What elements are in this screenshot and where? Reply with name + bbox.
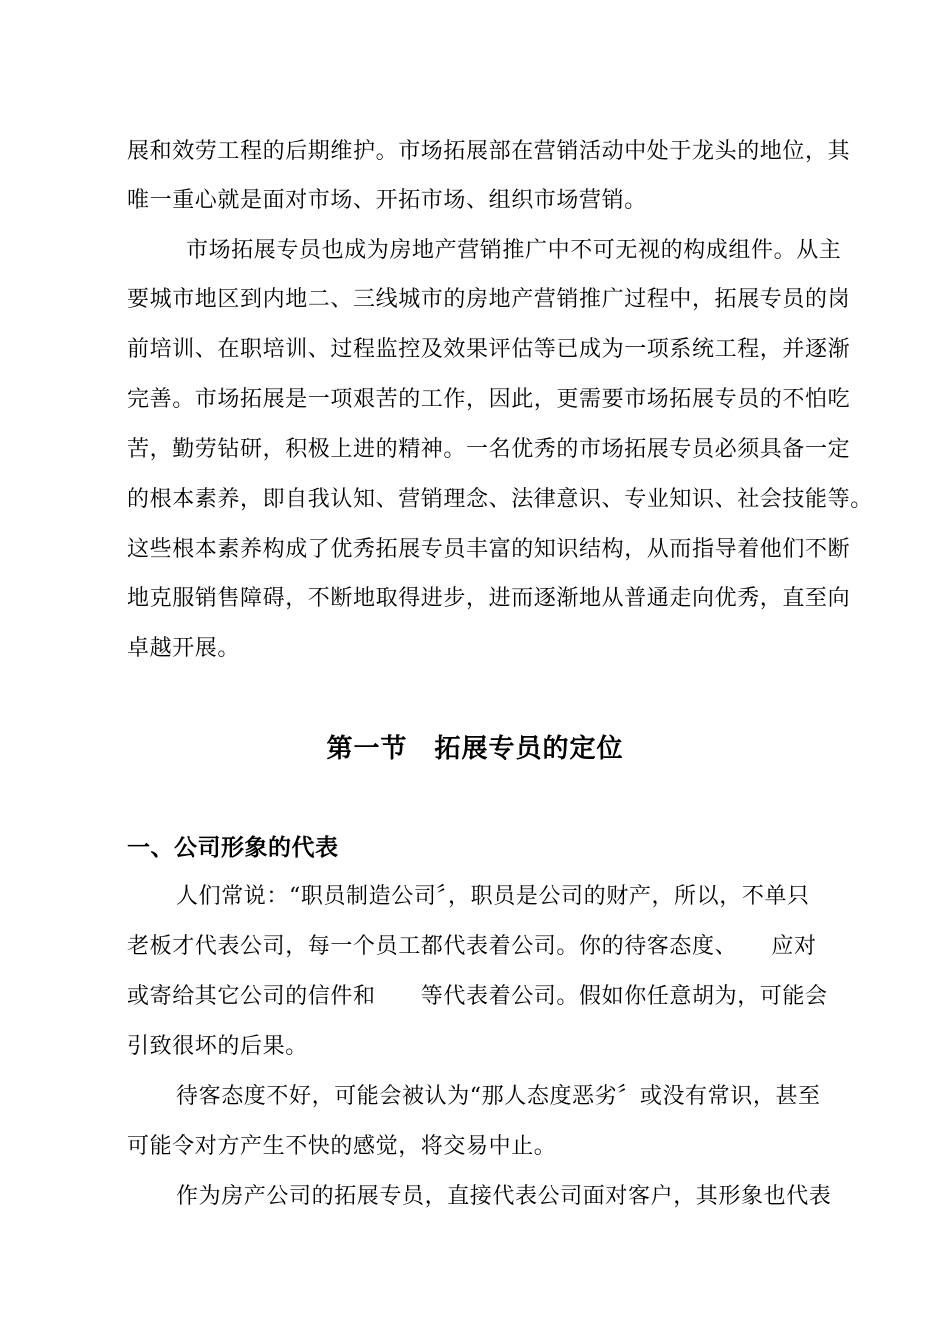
subsection-heading: 一、公司形象的代表 xyxy=(127,835,339,861)
paragraph-role-line-6: 的根本素养，即自我认知、营销理念、法律意识、专业知识、社会技能等。 xyxy=(127,487,873,512)
paragraph-role-line-2: 要城市地区到内地二、三线城市的房地产营销推广过程中，拓展专员的岗 xyxy=(127,287,851,312)
paragraph-staff-line-1: 人们常说：“职员制造公司〞，职员是公司的财产，所以，不单只 xyxy=(176,884,810,909)
paragraph-attitude-line-1: 待客态度不好，可能会被认为“那人态度恶劣〞或没有常识，甚至 xyxy=(176,1084,821,1109)
section-heading: 第一节 拓展专员的定位 xyxy=(326,734,624,764)
paragraph-staff-line-2: 老板才代表公司，每一个员工都代表着公司。你的待客态度、 应对 xyxy=(127,934,817,959)
paragraph-role-line-7: 这些根本素养构成了优秀拓展专员丰富的知识结构，从而指导着他们不断 xyxy=(127,537,851,562)
paragraph-intro-line-1: 展和效劳工程的后期维护。市场拓展部在营销活动中处于龙头的地位，其 xyxy=(127,139,851,164)
paragraph-role-line-4: 完善。市场拓展是一项艰苦的工作，因此，更需要市场拓展专员的不怕吃 xyxy=(127,387,851,412)
paragraph-role-line-1: 市场拓展专员也成为房地产营销推广中不可无视的构成组件。从主 xyxy=(186,238,842,263)
paragraph-role-line-3: 前培训、在职培训、过程监控及效果评估等已成为一项系统工程，并逐渐 xyxy=(127,337,851,362)
paragraph-role-line-8: 地克服销售障碍，不断地取得进步，进而逐渐地从普通走向优秀，直至向 xyxy=(127,586,851,611)
paragraph-staff-line-4: 引致很坏的后果。 xyxy=(127,1034,308,1059)
paragraph-role-line-5: 苦，勤劳钻研，积极上进的精神。一名优秀的市场拓展专员必须具备一定 xyxy=(127,437,851,462)
paragraph-role-line-9: 卓越开展。 xyxy=(127,636,241,661)
paragraph-attitude-line-2: 可能令对方产生不快的感觉，将交易中止。 xyxy=(127,1134,557,1159)
paragraph-image-line-1: 作为房产公司的拓展专员，直接代表公司面对客户，其形象也代表 xyxy=(176,1184,832,1209)
paragraph-staff-line-3: 或寄给其它公司的信件和 等代表着公司。假如你任意胡为，可能会 xyxy=(127,984,828,1009)
paragraph-intro-line-2: 唯一重心就是面对市场、开拓市场、组织市场营销。 xyxy=(127,188,647,213)
